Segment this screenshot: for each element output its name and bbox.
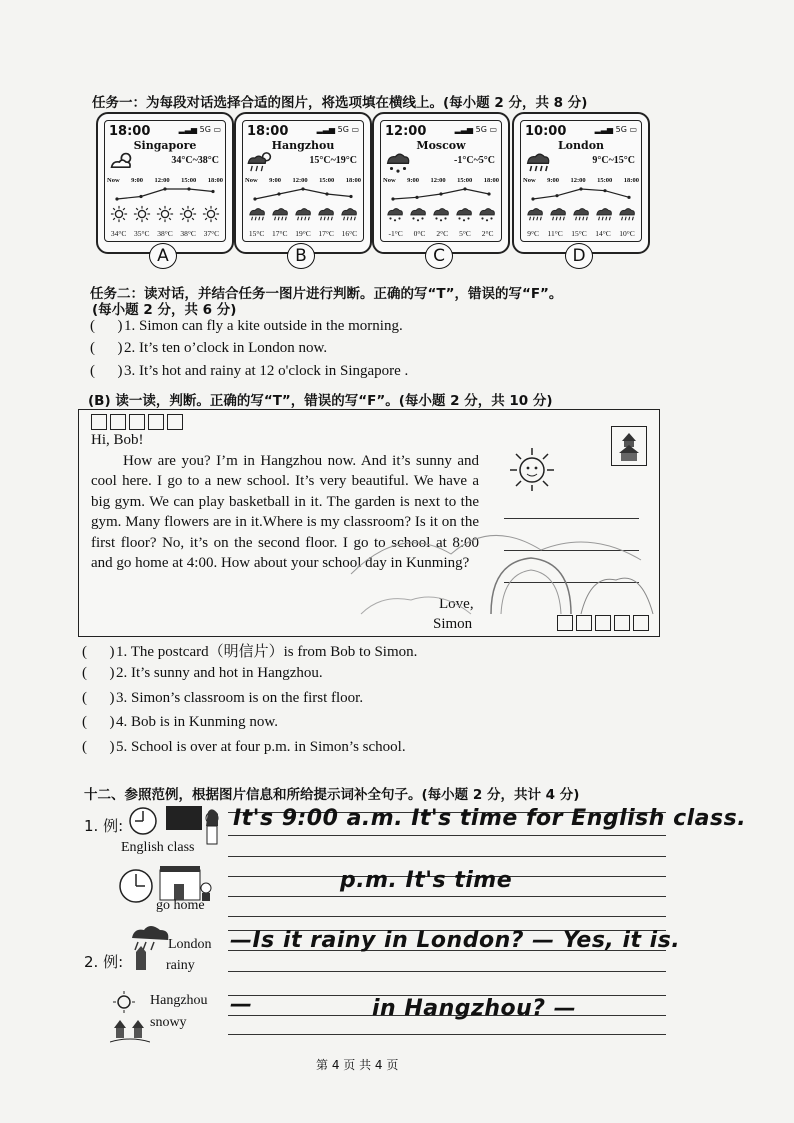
sun-icon xyxy=(110,205,128,223)
section12-heading: 十二、参照范例，根据图片信息和所给提示词补全句子。(每小题 2 分，共计 4 分) xyxy=(84,787,580,803)
stamp xyxy=(611,426,647,466)
forecast-temp: 10°C xyxy=(619,229,635,238)
trend-point xyxy=(555,194,558,197)
trend-point xyxy=(627,196,630,199)
forecast-temps xyxy=(107,229,223,238)
trend-point xyxy=(603,189,606,192)
partb-item-1[interactable]: ( ) 1. The postcard（明信片）is from Bob to Simon. xyxy=(82,644,418,660)
ex2-answer: —Is it rainy in London? — Yes, it is. xyxy=(230,928,681,953)
forecast-temp: 15°C xyxy=(248,229,265,238)
rain-cloud-icon xyxy=(271,205,289,223)
forecast-temp: 38°C xyxy=(157,229,173,238)
trend-point xyxy=(301,187,304,190)
rain-cloud-icon xyxy=(525,149,551,175)
task2-item-2[interactable]: ( ) 2. It’s ten o’clock in London now. xyxy=(90,340,328,356)
forecast-temp: 2°C xyxy=(481,229,494,238)
q2-text[interactable]: in Hangzhou? — xyxy=(372,996,577,1021)
rain-cloud-icon xyxy=(549,205,567,223)
phone-temp-range: 15°C~19°C xyxy=(309,155,357,166)
forecast-time: 15:00 xyxy=(181,177,197,184)
ex1-answer: It's 9:00 a.m. It's time for English class. xyxy=(233,806,747,831)
option-letter-a: A xyxy=(149,243,177,269)
letter-body: How are you? I’m in Hangzhou now. And it’s sunny and cool here. I go to a new school. It’s very beautiful. We have a big gym. We can play basketball in it. The garden is next to the gym. Many flowers are in it.Where is my classroom? Is it on the first floor? No, it’s on the second floor. I go to school at 8:00 and go home at 4:00. How about your school day in Kunming? xyxy=(91,452,479,571)
forecast-temp: 9°C xyxy=(527,229,539,238)
letter-closing: Love, xyxy=(439,596,474,612)
main-weather xyxy=(109,149,135,180)
phone-screen xyxy=(520,120,642,242)
forecast-temp: 34°C xyxy=(110,229,127,238)
task2-item-1[interactable]: ( ) 1. Simon can fly a kite outside in the morning. xyxy=(90,318,403,334)
rain-cloud-icon xyxy=(572,205,590,223)
forecast-time: 12:00 xyxy=(292,177,308,184)
trend-point xyxy=(463,187,466,190)
trend-point xyxy=(187,187,190,190)
forecast-icons xyxy=(245,205,361,223)
sun-icon xyxy=(179,205,197,223)
snow-cloud-icon xyxy=(455,205,473,223)
rain-cloud-icon xyxy=(248,205,266,223)
snow-cloud-icon xyxy=(478,205,496,223)
q2-weather: snowy xyxy=(150,1015,187,1030)
partb-item-3[interactable]: ( ) 3. Simon’s classroom is on the first floor. xyxy=(82,690,364,706)
forecast-temp: -1°C xyxy=(388,229,403,238)
phone-temp-range: 9°C~15°C xyxy=(592,155,635,166)
rain-cloud-icon xyxy=(526,205,544,223)
letter-greeting: Hi, Bob! xyxy=(91,432,144,448)
forecast-time: 12:00 xyxy=(430,177,446,184)
forecast-temp: 0°C xyxy=(413,229,426,238)
forecast-temps xyxy=(245,229,361,238)
forecast-icons xyxy=(107,205,223,223)
forecast-time: Now xyxy=(523,177,536,184)
main-weather xyxy=(247,149,273,180)
forecast-temp: 19°C xyxy=(295,229,311,238)
sun-pagoda-icon xyxy=(110,990,150,1046)
phone-temp-range: 34°C~38°C xyxy=(171,155,219,166)
forecast-temp: 38°C xyxy=(180,229,196,238)
option-letter-c: C xyxy=(425,243,453,269)
phone-city: London xyxy=(557,139,605,152)
rain-cloud-icon xyxy=(294,205,312,223)
forecast-time: 15:00 xyxy=(457,177,473,184)
sun-icon xyxy=(133,205,151,223)
task1-heading: 任务一：为每段对话选择合适的图片，将选项填在横线上。(每小题 2 分，共 8 分) xyxy=(92,95,588,111)
signal-battery-icon: ▂▃▅ 5G ▭ xyxy=(454,125,497,134)
forecast-time: 9:00 xyxy=(547,177,560,184)
signal-battery-icon: ▂▃▅ 5G ▭ xyxy=(316,125,359,134)
ex2-city: London xyxy=(168,937,212,952)
phone-time: 18:00 xyxy=(247,124,289,139)
forecast-temp: 11°C xyxy=(547,229,563,238)
rain-cloud-icon xyxy=(595,205,613,223)
forecast-time: 18:00 xyxy=(623,177,639,184)
ex1-caption: English class xyxy=(121,840,195,855)
trend-point xyxy=(277,192,280,195)
main-weather xyxy=(525,149,551,180)
writing-line xyxy=(228,856,666,857)
writing-line xyxy=(228,896,666,897)
forecast-times xyxy=(107,177,223,184)
forecast-time: 15:00 xyxy=(319,177,335,184)
phone-city: Hangzhou xyxy=(271,139,335,152)
partb-item-2[interactable]: ( ) 2. It’s sunny and hot in Hangzhou. xyxy=(82,665,323,681)
phone-screen xyxy=(104,120,226,242)
trend-point xyxy=(415,196,418,199)
phone-time: 18:00 xyxy=(109,124,151,139)
phone-screen xyxy=(380,120,502,242)
pagoda-icon xyxy=(612,427,646,465)
forecast-time: Now xyxy=(383,177,396,184)
forecast-temp: 5°C xyxy=(459,229,471,238)
option-letter-b: B xyxy=(287,243,315,269)
landscape-illustration xyxy=(341,504,661,616)
forecast-temps xyxy=(523,229,639,238)
postcode-boxes-bottom xyxy=(557,615,652,636)
forecast-temp: 2°C xyxy=(436,229,449,238)
signal-battery-icon: ▂▃▅ 5G ▭ xyxy=(594,125,637,134)
trend-point xyxy=(325,192,328,195)
temperature-trend-line xyxy=(387,185,495,203)
sun-icon xyxy=(507,446,557,492)
weather-phone-b xyxy=(234,112,372,254)
snow-cloud-icon xyxy=(385,149,411,175)
forecast-temp: 14°C xyxy=(595,229,611,238)
clock-icon xyxy=(128,806,158,836)
forecast-icons xyxy=(523,205,639,223)
writing-line xyxy=(228,1034,666,1035)
forecast-time: 12:00 xyxy=(570,177,586,184)
phone-screen xyxy=(242,120,364,242)
forecast-time: 9:00 xyxy=(269,177,282,184)
forecast-temp: 35°C xyxy=(134,229,150,238)
rain-cloud-icon xyxy=(618,205,636,223)
forecast-time: 9:00 xyxy=(131,177,144,184)
task2-item-3[interactable]: ( ) 3. It’s hot and rainy at 12 o'clock in Singapore . xyxy=(90,363,409,379)
trend-point xyxy=(487,192,490,195)
page-footer: 第 4 页 共 4 页 xyxy=(316,1058,399,1072)
forecast-time: Now xyxy=(107,177,120,184)
sun-cloud-icon xyxy=(109,149,135,175)
letter-signature: Simon xyxy=(433,616,473,632)
q2-city: Hangzhou xyxy=(150,993,208,1008)
phone-time: 12:00 xyxy=(385,124,427,139)
ex1-label: 1. 例: xyxy=(84,817,124,835)
ex2-label: 2. 例: xyxy=(84,953,124,971)
forecast-temp: 17°C xyxy=(318,229,334,238)
forecast-temp: 15°C xyxy=(571,229,587,238)
option-letter-d: D xyxy=(565,243,593,269)
trend-point xyxy=(139,195,142,198)
q1-caption: go home xyxy=(156,898,205,913)
main-weather xyxy=(385,149,411,180)
weather-phone-c xyxy=(372,112,510,254)
forecast-temp: 16°C xyxy=(341,229,358,238)
trend-point xyxy=(253,197,256,200)
q1-text[interactable]: p.m. It's time xyxy=(340,868,513,893)
forecast-temp: 17°C xyxy=(272,229,288,238)
trend-point xyxy=(349,195,352,198)
forecast-time: 12:00 xyxy=(154,177,170,184)
weather-phone-d xyxy=(512,112,650,254)
weather-phone-a xyxy=(96,112,234,254)
temperature-trend-line xyxy=(527,185,635,203)
trend-point xyxy=(579,187,582,190)
task2-heading: 任务二：读对话，并结合任务一图片进行判断。正确的写“T”，错误的写“F”。 xyxy=(90,286,563,302)
forecast-times xyxy=(245,177,361,184)
rain-cloud-icon xyxy=(317,205,335,223)
writing-line xyxy=(228,971,666,972)
rain-cloud-icon xyxy=(340,205,358,223)
trend-point xyxy=(115,197,118,200)
temperature-trend-line xyxy=(111,185,219,203)
forecast-temps xyxy=(383,229,499,238)
snow-cloud-icon xyxy=(409,205,427,223)
trend-point xyxy=(163,187,166,190)
trend-point xyxy=(531,197,534,200)
writing-line xyxy=(228,835,666,836)
rain-sun-icon xyxy=(247,149,273,175)
q2-dash: — xyxy=(230,992,253,1017)
phone-time: 10:00 xyxy=(525,124,567,139)
forecast-temp: 37°C xyxy=(203,229,220,238)
forecast-time: 18:00 xyxy=(345,177,361,184)
sun-icon xyxy=(202,205,220,223)
forecast-time: Now xyxy=(245,177,258,184)
trend-point xyxy=(211,190,214,193)
trend-point xyxy=(439,192,442,195)
forecast-time: 18:00 xyxy=(207,177,223,184)
postcard xyxy=(78,409,660,637)
forecast-times xyxy=(523,177,639,184)
clock-icon xyxy=(118,868,154,904)
ex2-weather: rainy xyxy=(166,958,195,973)
forecast-time: 9:00 xyxy=(407,177,420,184)
partb-item-4[interactable]: ( ) 4. Bob is in Kunming now. xyxy=(82,714,278,730)
phone-city: Moscow xyxy=(416,139,466,152)
phone-temp-range: -1°C~5°C xyxy=(454,155,495,166)
forecast-time: 15:00 xyxy=(597,177,613,184)
partb-heading: (B) 读一读，判断。正确的写“T”，错误的写“F”。(每小题 2 分，共 10 分) xyxy=(88,393,553,409)
forecast-icons xyxy=(383,205,499,223)
sun-icon xyxy=(156,205,174,223)
writing-line xyxy=(228,916,666,917)
snow-cloud-icon xyxy=(432,205,450,223)
partb-item-5[interactable]: ( ) 5. School is over at four p.m. in Simon’s school. xyxy=(82,739,406,755)
trend-point xyxy=(391,197,394,200)
phone-city: Singapore xyxy=(133,139,197,152)
school-building-icon xyxy=(156,862,216,902)
temperature-trend-line xyxy=(249,185,357,203)
forecast-time: 18:00 xyxy=(483,177,499,184)
signal-battery-icon: ▂▃▅ 5G ▭ xyxy=(178,125,221,134)
snow-cloud-icon xyxy=(386,205,404,223)
task2-subheading: (每小题 2 分，共 6 分) xyxy=(92,302,237,318)
forecast-times xyxy=(383,177,499,184)
